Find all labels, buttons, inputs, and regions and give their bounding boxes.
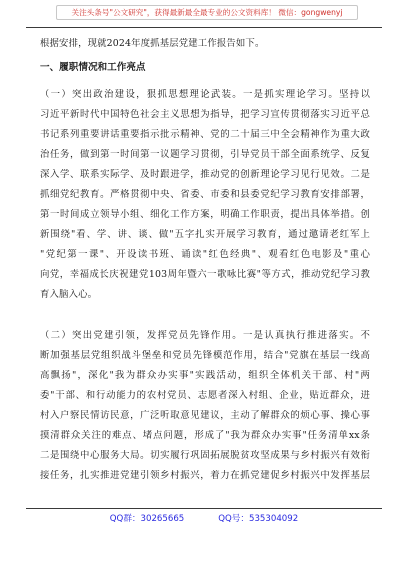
paragraph-line: 深入学、联系实际学、及时跟进学，推动党的创新理论学习见行见效。二是 (40, 169, 370, 180)
paragraph-line: 向党，幸福成长庆祝建党103周年暨六一歌咏比赛"等方式，推动党纪学习教 (40, 269, 370, 280)
paragraph-line: （一）突出政治建设，狠抓思想理论武装。一是抓实理论学习。坚持以 (40, 89, 370, 100)
paragraph-line: "党纪第一课"、开设读书班、诵读"红色经典"、观看红色电影及"重心 (40, 249, 370, 260)
paragraph-line: 摸清群众关注的难点、堵点问题，形成了"我为群众办实事"任务清单xx条 (40, 430, 370, 441)
paragraph-line: 高飘扬"，深化"我为群众办实事"实践活动，组织全体机关干部、村"两 (40, 370, 370, 381)
paragraph-line: 习近平新时代中国特色社会主义思想为指导，把学习宣传贯彻落实习近平总 (40, 109, 370, 120)
paragraph-line: 治任务，做到第一时间第一议题学习贯彻，引导党员干部全面系统学、反复 (40, 149, 370, 160)
paragraph-line: 村入户察民情访民意，广泛听取意见建议，主动了解群众的烦心事、操心事 (40, 410, 370, 421)
paragraph-line: 抓细党纪教育。严格贯彻中央、省委、市委和县委党纪学习教育安排部署， (40, 189, 370, 200)
section-title: 一、履职情况和工作亮点 (40, 62, 146, 73)
paragraph-line: 断加强基层党组织战斗堡垒和党员先锋模范作用，结合"党旗在基层一线高 (40, 350, 370, 361)
paragraph-line: （二）突出党建引领，发挥党员先锋作用。一是认真执行推进落实。不 (40, 330, 370, 341)
paragraph-line: 二是围绕中心服务大局。切实履行巩固拓展脱贫攻坚成果与乡村振兴有效衔 (40, 450, 370, 461)
paragraph-line: 新围绕"看、学、讲、谈、做"五字扎实开展学习教育，通过邀请老红军上 (40, 229, 370, 240)
intro-line: 根据安排，现就2024年度抓基层党建工作报告如下。 (40, 38, 265, 49)
paragraph-line: 第一时间成立领导小组、细化工作方案，明确工作职责，提出具体举措。创 (40, 209, 370, 220)
footer-qq-group: QQ群：30265665 (109, 514, 185, 524)
paragraph-line: 书记系列重要讲话重要指示批示精神、党的二十届三中全会精神作为重大政 (40, 129, 370, 140)
paragraph-line: 育入脑入心。 (40, 289, 98, 300)
footer (0, 512, 408, 526)
paragraph-line: 接任务，扎实推进党建引领乡村振兴，着力在抓党建促乡村振兴中发挥基层 (40, 470, 370, 481)
footer-qq: QQ号：535304092 (218, 514, 299, 524)
footer-divider (26, 508, 382, 509)
paragraph-line: 委"干部、和行动能力的农村党员、志愿者深入村组、企业，贴近群众，进 (40, 390, 370, 401)
header-divider (26, 27, 382, 28)
top-banner: 关注头条号"公文研究"，获得最新最全最专业的公文资料库！ 微信：gongwenyj (56, 5, 358, 20)
